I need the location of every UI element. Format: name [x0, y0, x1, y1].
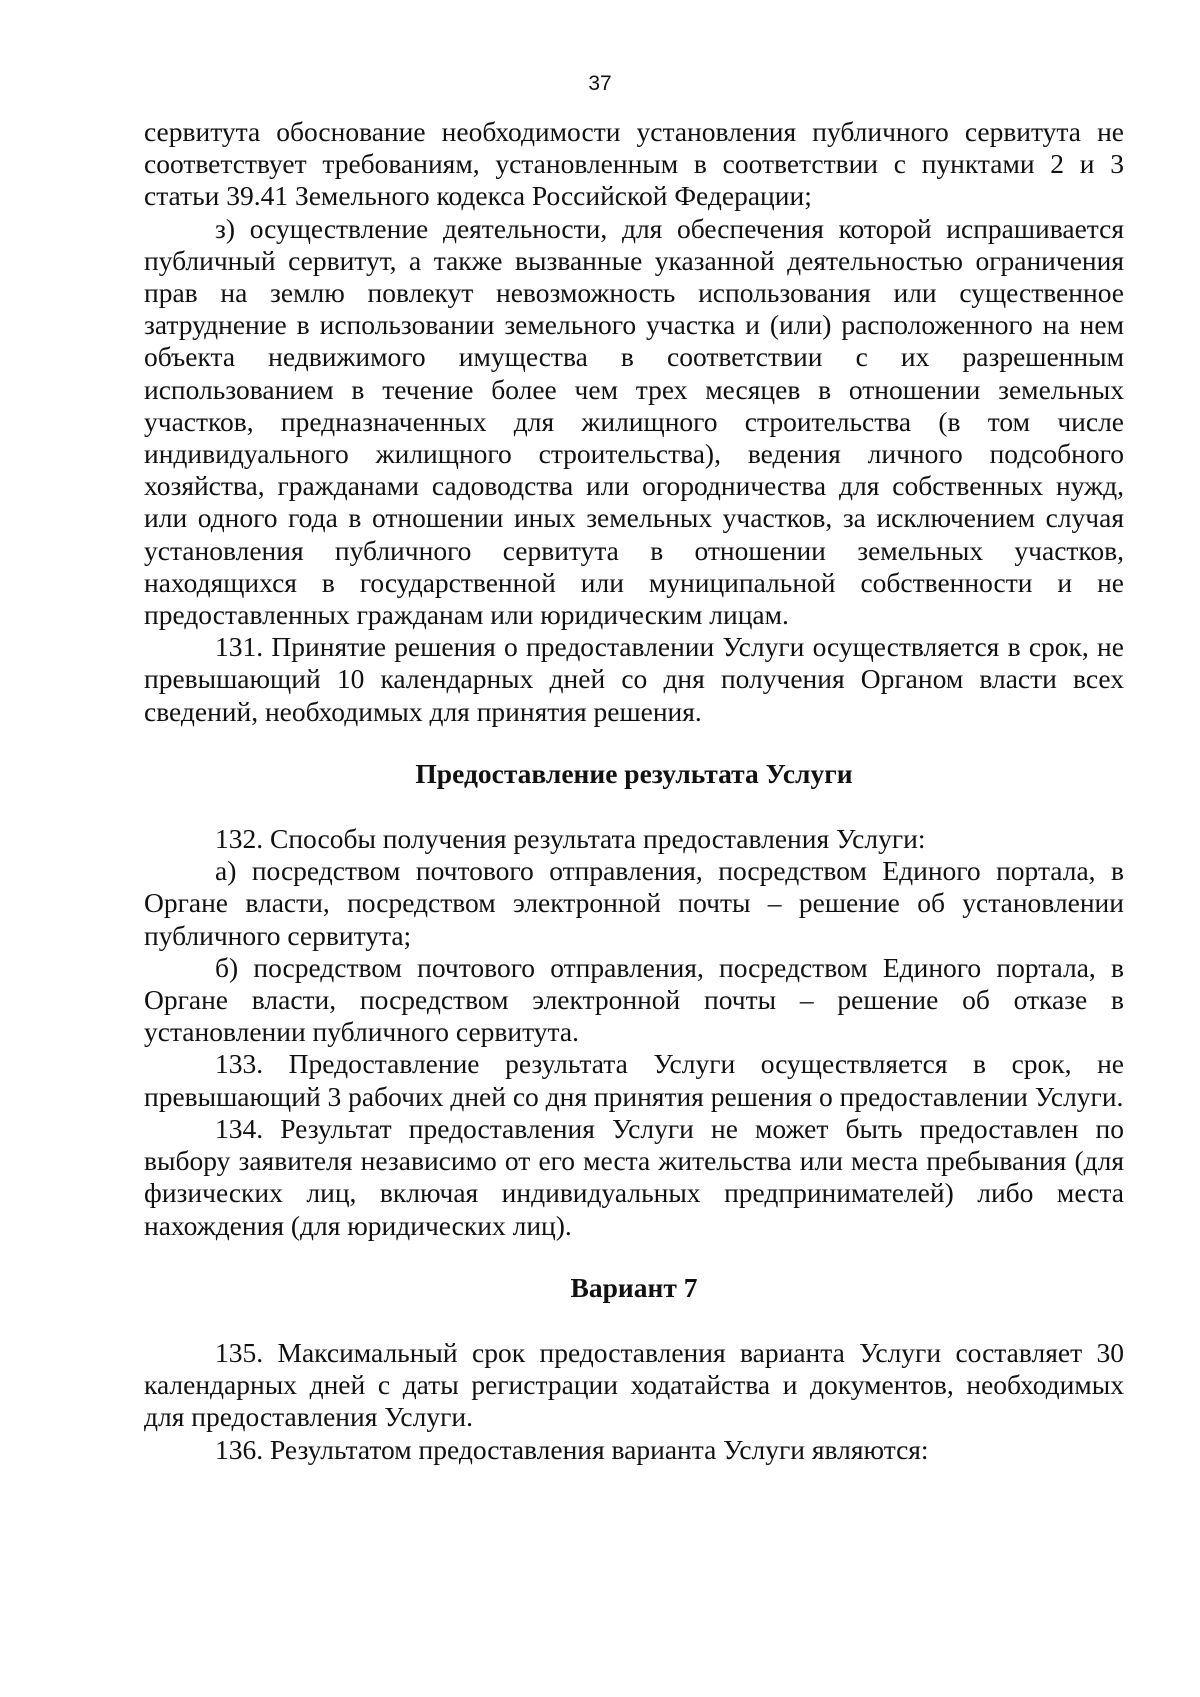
- document-body: [144, 116, 1124, 1466]
- paragraph-item-b: б) посредством почтового отправления, посредством Единого портала, в Органе власти, посредством электронной почты – решение об отказе в установлении публичного сервитута.: [144, 951, 1124, 1048]
- section-heading-result: Предоставление результата Услуги: [415, 757, 853, 789]
- paragraph-132: 132. Способы получения результата предоставления Услуги:: [215, 823, 926, 855]
- page-number: 37: [588, 72, 612, 95]
- paragraph-item-z: з) осуществление деятельности, для обеспечения которой испрашивается публичный сервитут, а также вызванные указанной деятельностью ограничения прав на землю повлекут невозможность использования или существенное затруднение в использовании земельного участка и (или) расположенного на нем объекта недвижимого имущества в соответствии с их разрешенным использованием в течение более чем трех месяцев в отношении земельных участков, предназначенных для жилищного строительства (в том числе индивидуального жилищного строительства), ведения личного подсобного хозяйства, гражданами садоводства или огородничества для собственных нужд, или одного года в отношении иных земельных участков, за исключением случая установления публичного сервитута в отношении земельных участков, находящихся в государственной или муниципальной собственности и не предоставленных гражданам или юридическим лицам.: [144, 212, 1124, 631]
- paragraph-134: 134. Результат предоставления Услуги не может быть предоставлен по выбору заявителя независимо от его места жительства или места пребывания (для физических лиц, включая индивидуальных предпринимателей) либо места нахождения (для юридических лиц).: [144, 1112, 1124, 1241]
- paragraph-continuation: сервитута обоснование необходимости установления публичного сервитута не соответствует требованиям, установленным в соответствии с пунктами 2 и 3 статьи 39.41 Земельного кодекса Российской Федерации;: [144, 116, 1124, 212]
- paragraph-135: 135. Максимальный срок предоставления варианта Услуги составляет 30 календарных дней с даты регистрации ходатайства и документов, необходимых для предоставления Услуги.: [144, 1336, 1124, 1433]
- paragraph-133: 133. Предоставление результата Услуги осуществляется в срок, не превышающий 3 рабочих дней со дня принятия решения о предоставлении Услуги.: [144, 1048, 1124, 1112]
- paragraph-131: 131. Принятие решения о предоставлении Услуги осуществляется в срок, не превышающий 10 календарных дней со дня получения Органом власти всех сведений, необходимых для принятия решения.: [144, 631, 1124, 727]
- paragraph-item-a: а) посредством почтового отправления, посредством Единого портала, в Органе власти, посредством электронной почты – решение об установлении публичного сервитута;: [144, 855, 1124, 951]
- paragraph-136: 136. Результатом предоставления варианта Услуги являются:: [215, 1433, 929, 1465]
- section-heading-variant: Вариант 7: [570, 1271, 698, 1303]
